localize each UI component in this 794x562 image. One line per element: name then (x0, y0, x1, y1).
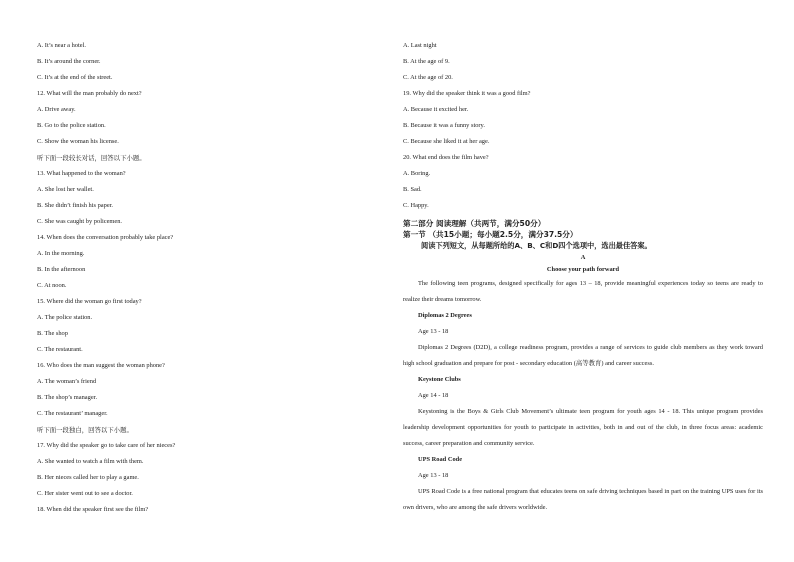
text-line: A. In the morning. (37, 250, 85, 257)
text-line: A. She wanted to watch a film with them. (37, 458, 144, 465)
text-line: 15. Where did the woman go first today? (37, 298, 142, 305)
text-line: C. Show the woman his license. (37, 138, 119, 145)
text-line: A. Drive away. (37, 106, 76, 113)
text-line: B. She didn’t finish his paper. (37, 202, 114, 209)
text-line: A. Because it excited her. (403, 106, 469, 113)
instruction-text: 阅读下列短文，从每题所给的A、B、C和D四个选项中，选出最佳答案。 (421, 241, 652, 250)
subsection-heading: 第一节 （共15小题；每小题2.5分，满分37.5分） (403, 230, 578, 239)
text-line: Age 14 - 18 (418, 392, 449, 399)
text-line: B. Because it was a funny story. (403, 122, 485, 129)
text-line: C. At noon. (37, 282, 67, 289)
text-line: B. At the age of 9. (403, 58, 450, 65)
text-line: B. Her nieces called her to play a game. (37, 474, 139, 481)
left-column (37, 38, 377, 518)
listening-questions (403, 38, 763, 214)
text-line: C. Her sister went out to see a doctor. (37, 490, 133, 497)
passage-body (403, 276, 763, 516)
text-line: 16. Who does the man suggest the woman phone? (37, 362, 165, 369)
passage-letter: A (580, 254, 586, 261)
text-line: A. It’s near a hotel. (37, 42, 86, 49)
text-line: C. Happy. (403, 202, 429, 209)
text-line: 听下面一段较长对话，回答以下小题。 (37, 154, 146, 162)
text-line: Diplomas 2 Degrees (418, 312, 472, 319)
passage-title: Choose your path forward (546, 266, 620, 273)
text-line: B. It’s around the corner. (37, 58, 101, 65)
text-line: Diplomas 2 Degrees (D2D), a college readiness program, provides a range of services to guide club members as they work toward high school graduation and prepare for post - secondary education (高等教育) and career success. (403, 344, 763, 367)
text-line: C. The restaurant’ manager. (37, 410, 108, 417)
text-line: C. At the age of 20. (403, 74, 453, 81)
text-line: C. She was caught by policemen. (37, 218, 123, 225)
text-line: A. Last night (403, 42, 437, 49)
text-line: B. Sad. (403, 186, 422, 193)
text-line: A. The police station. (37, 314, 93, 321)
text-line: A. She lost her wallet. (37, 186, 94, 193)
text-line: Keystone Clubs (418, 376, 461, 383)
right-column (403, 38, 763, 516)
text-line: 13. What happened to the woman? (37, 170, 126, 177)
text-line: 20. What end does the film have? (403, 154, 489, 161)
text-line: 19. Why did the speaker think it was a good film? (403, 90, 531, 97)
text-line: Keystoning is the Boys & Girls Club Movement’s ultimate teen program for youth ages 14 - 18. This unique program provides leadership development opportunities for youth to participate in activities, both in and out of the club, in three focus areas: academic success, career preparation and community service. (403, 408, 763, 447)
text-line: Age 13 - 18 (418, 472, 449, 479)
text-line: 14. When does the conversation probably take place? (37, 234, 174, 241)
text-line: B. The shop (37, 330, 68, 337)
text-line: A. The woman’s friend (37, 378, 97, 385)
text-line: UPS Road Code (418, 456, 463, 463)
text-line: C. It’s at the end of the street. (37, 74, 113, 81)
text-line: C. Because she liked it at her age. (403, 138, 490, 145)
text-line: B. The shop’s manager. (37, 394, 98, 401)
text-line: UPS Road Code is a free national program that educates teens on safe driving techniques based in part on the training UPS uses for its own drivers, who are among the safe drivers worldwide. (403, 488, 763, 511)
text-line: Age 13 - 18 (418, 328, 449, 335)
text-line: B. Go to the police station. (37, 122, 106, 129)
text-line: C. The restaurant. (37, 346, 83, 353)
text-line: 17. Why did the speaker go to take care of her nieces? (37, 442, 176, 449)
text-line: A. Boring. (403, 170, 431, 177)
text-line: B. In the afternoon (37, 266, 86, 273)
text-line: 听下面一段独白，回答以下小题。 (37, 426, 133, 434)
text-line: The following teen programs, designed specifically for ages 13 – 18, provide meaningful experiences today so teens are ready to realize their dreams tomorrow. (403, 280, 763, 303)
text-line: 12. What will the man probably do next? (37, 90, 142, 97)
section-heading: 第二部分 阅读理解（共两节，满分50分） (403, 219, 546, 228)
text-line: 18. When did the speaker first see the film? (37, 506, 149, 513)
